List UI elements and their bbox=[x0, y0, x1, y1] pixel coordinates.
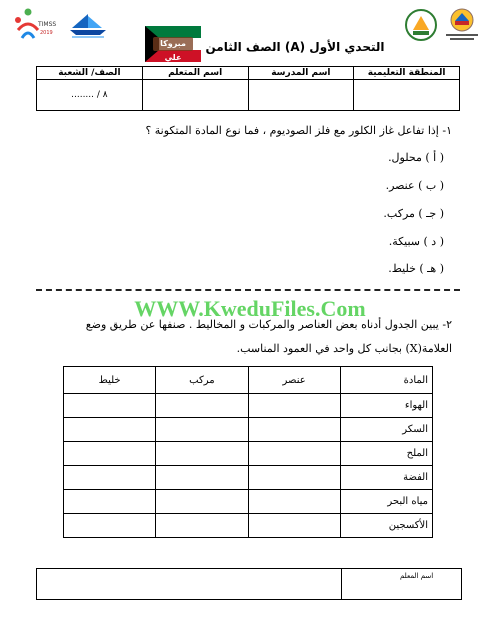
compound-cell[interactable] bbox=[156, 394, 248, 418]
teacher-box-divider bbox=[341, 568, 342, 600]
compound-cell[interactable] bbox=[156, 466, 248, 490]
element-cell[interactable] bbox=[248, 514, 340, 538]
score-text: ٨ / ........ bbox=[71, 90, 108, 100]
table-row bbox=[64, 490, 433, 514]
school-field[interactable] bbox=[248, 80, 354, 111]
mixture-cell[interactable] bbox=[64, 394, 156, 418]
material-cell: الملح bbox=[340, 442, 432, 466]
score-field[interactable] bbox=[37, 80, 143, 111]
material-cell: الأكسجين bbox=[340, 514, 432, 538]
option-b[interactable]: ( ب ) عنصر. bbox=[385, 179, 444, 192]
kuwait-emblem-logo bbox=[440, 6, 484, 44]
compound-cell[interactable] bbox=[156, 442, 248, 466]
student-field[interactable] bbox=[142, 80, 248, 111]
option-e[interactable]: ( هـ ) خليط. bbox=[388, 262, 444, 275]
material-cell: مياه البحر bbox=[340, 490, 432, 514]
header-class: الصف/ الشعبة bbox=[37, 67, 143, 80]
ministry-logo bbox=[66, 10, 110, 40]
compound-cell[interactable] bbox=[156, 514, 248, 538]
region-field[interactable] bbox=[354, 80, 460, 111]
element-cell[interactable] bbox=[248, 418, 340, 442]
col-header-material: المادة bbox=[340, 367, 432, 394]
option-d[interactable]: ( د ) سبيكة. bbox=[388, 235, 444, 248]
classification-table bbox=[63, 366, 433, 538]
teacher-name-label: اسم المعلم bbox=[400, 572, 434, 580]
col-header-compound: مركب bbox=[156, 367, 248, 394]
kuwait-flag bbox=[145, 26, 201, 62]
watermark: WWW.KweduFiles.Com bbox=[134, 296, 366, 321]
student-info-table bbox=[36, 66, 460, 111]
teacher-box bbox=[36, 568, 462, 600]
element-cell[interactable] bbox=[248, 442, 340, 466]
svg-text:TIMSS: TIMSS bbox=[38, 21, 57, 28]
center-logo bbox=[404, 8, 438, 42]
element-cell[interactable] bbox=[248, 394, 340, 418]
table-row bbox=[64, 442, 433, 466]
flag-stamp-text: مبروكا علي bbox=[153, 37, 193, 51]
page-title: التحدي الأول (A) الصف الثامن bbox=[205, 40, 385, 54]
compound-cell[interactable] bbox=[156, 490, 248, 514]
material-cell: الهواء bbox=[340, 394, 432, 418]
option-a[interactable]: ( أ ) محلول. bbox=[388, 151, 444, 164]
header-school: اسم المدرسة bbox=[248, 67, 354, 80]
col-header-mixture: خليط bbox=[64, 367, 156, 394]
svg-text:2019: 2019 bbox=[40, 30, 53, 36]
question-1-text: ١- إذا تفاعل غاز الكلور مع فلز الصوديوم ، فما نوع المادة المتكونة ؟ bbox=[145, 124, 452, 137]
element-cell[interactable] bbox=[248, 490, 340, 514]
mixture-cell[interactable] bbox=[64, 490, 156, 514]
compound-cell[interactable] bbox=[156, 418, 248, 442]
question-2-line-2: العلامة(X) بجانب كل واحد في العمود المناسب. bbox=[236, 342, 452, 355]
table-row bbox=[64, 394, 433, 418]
table-row bbox=[64, 418, 433, 442]
table-row bbox=[64, 466, 433, 490]
timss-logo bbox=[14, 8, 58, 42]
mixture-cell[interactable] bbox=[64, 466, 156, 490]
mixture-cell[interactable] bbox=[64, 442, 156, 466]
material-cell: السكر bbox=[340, 418, 432, 442]
section-divider bbox=[36, 289, 460, 291]
mixture-cell[interactable] bbox=[64, 514, 156, 538]
material-cell: الفضة bbox=[340, 466, 432, 490]
col-header-element: عنصر bbox=[248, 367, 340, 394]
question-2-line-1: ٢- يبين الجدول أدناه بعض العناصر والمركبات و المخاليط . صنفها عن طريق وضع bbox=[85, 318, 452, 331]
element-cell[interactable] bbox=[248, 466, 340, 490]
mixture-cell[interactable] bbox=[64, 418, 156, 442]
option-c[interactable]: ( جـ ) مركب. bbox=[383, 207, 444, 220]
header-student: اسم المتعلم bbox=[142, 67, 248, 80]
header-region: المنطقة التعليمية bbox=[354, 67, 460, 80]
table-row bbox=[64, 514, 433, 538]
